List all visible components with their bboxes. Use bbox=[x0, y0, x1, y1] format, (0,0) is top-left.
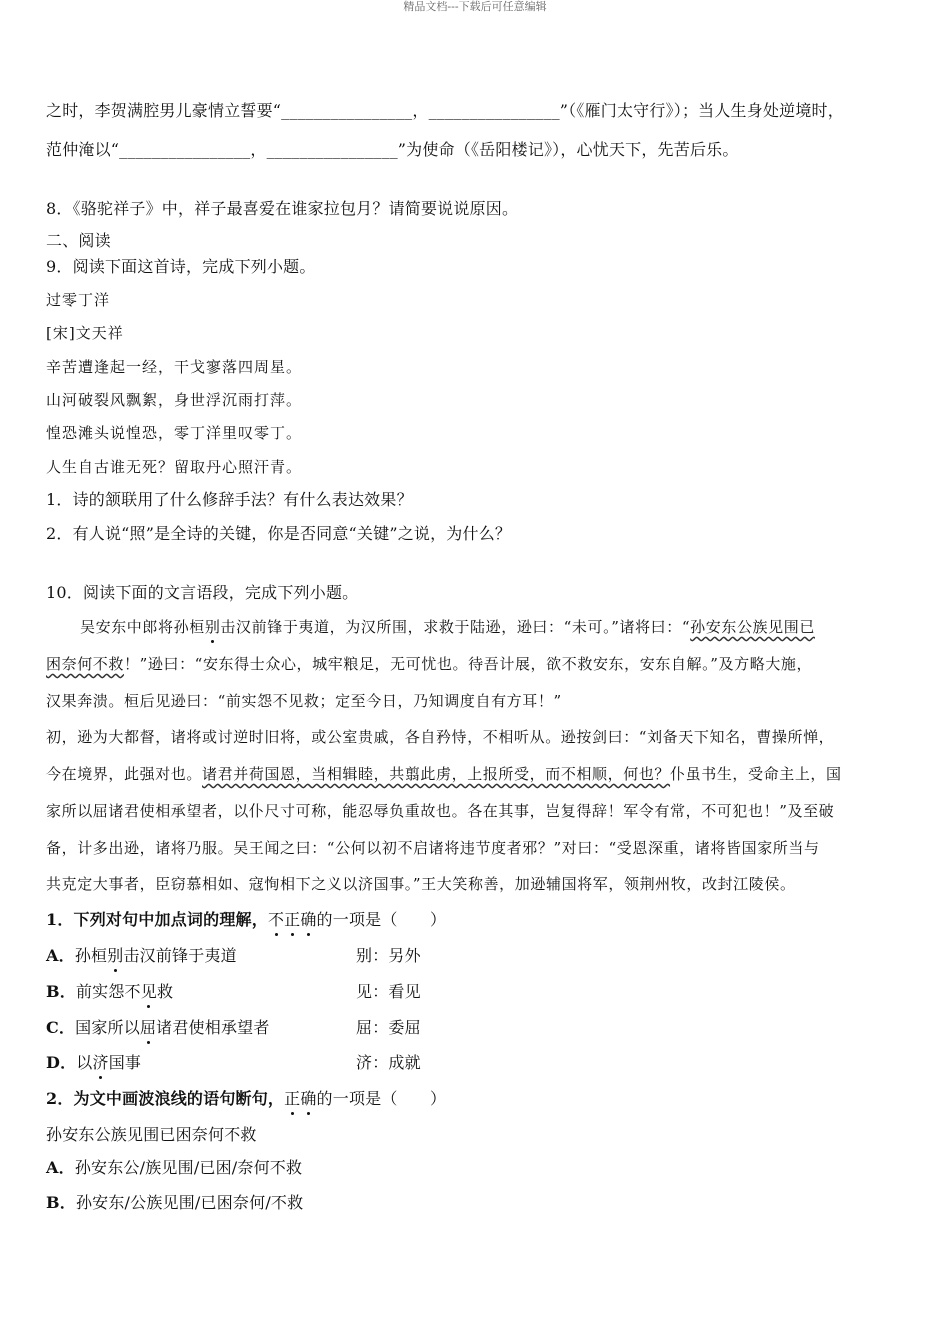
q7-line-2: 范仲淹以“________________，________________”为使命（《岳阳楼记》），心忧天下，先苦后乐。 bbox=[46, 140, 739, 159]
q8-question: 8．《骆驼祥子》中，祥子最喜爱在谁家拉包月？请简要说说原因。 bbox=[46, 199, 519, 218]
poem-line: 惶恐滩头说惶恐，零丁洋里叹零丁。 bbox=[46, 424, 303, 442]
section-heading: 二、阅读 bbox=[46, 231, 111, 250]
emphasis-dot-char: 见 bbox=[140, 982, 157, 1001]
sentence-to-punctuate: 孙安东公族见围已困奈何不救 bbox=[46, 1125, 257, 1144]
q7-line-1: 之时，李贺满腔男儿豪情立誓要“________________，________________”（《雁门太守行》）；当人生身处逆境时， bbox=[46, 101, 844, 120]
wavy-underline-text: 困奈何不救 bbox=[46, 655, 125, 673]
option-c: C．国家所以屈诸君使相承望者 屈：委屈 bbox=[46, 1018, 421, 1037]
emphasis-dot-char: 确 bbox=[300, 910, 317, 929]
q9-sub-question-2: 2．有人说“照”是全诗的关键，你是否同意“关键”之说，为什么？ bbox=[46, 524, 512, 543]
option-d: D．以济国事 济：成就 bbox=[46, 1053, 421, 1072]
q9-stem: 9．阅读下面这首诗，完成下列小题。 bbox=[46, 257, 316, 276]
passage-line: 共克定大事者，臣窃慕相如、寇恂相下之义以济国事。”王大笑称善，加逊辅国将军，领荆州牧，改封江陵侯。 bbox=[46, 875, 796, 893]
option-gloss: 见：看见 bbox=[356, 982, 421, 1001]
q10-sub-question-2: 2．为文中画波浪线的语句断句，正确的一项是（ ） bbox=[46, 1089, 447, 1108]
wavy-underline-text: 孙安东公族见围已 bbox=[690, 618, 815, 636]
passage-line: 初，逊为大都督，诸将或讨逆时旧将，或公室贵戚，各自矜恃，不相听从。逊按剑曰：“刘备天下知名，曹操所惮， bbox=[46, 728, 835, 746]
emphasis-dot-char: 不 bbox=[267, 910, 285, 929]
emphasis-dot-char: 确 bbox=[300, 1089, 317, 1108]
poem-author: [宋]文天祥 bbox=[46, 324, 124, 342]
poem-line: 辛苦遭逢起一经，干戈寥落四周星。 bbox=[46, 358, 303, 376]
emphasis-dot-char: 正 bbox=[284, 1089, 301, 1108]
emphasis-dot-char: 正 bbox=[284, 910, 301, 929]
page-header: 精品文档---下载后可任意编辑 bbox=[403, 0, 547, 13]
q9-sub-question-1: 1．诗的颔联用了什么修辞手法？有什么表达效果？ bbox=[46, 490, 413, 509]
emphasis-dot-char: 屈 bbox=[139, 1018, 157, 1037]
passage-line: 家所以屈诸君使相承望者，以仆尺寸可称，能忍辱负重故也。各在其事，岂复得辞！军令有常，不可犯也！”及至破 bbox=[46, 802, 835, 820]
underlined-sentence: 诸君并荷国恩，当相辑睦，共翦此虏，上报所受，而不相顺，何也？ bbox=[202, 765, 671, 783]
passage-line: 备，计多出逊，诸将乃服。吴王闻之曰：“公何以初不启诸将违节度者邪？”对曰：“受恩深重，诸将皆国家所当与 bbox=[46, 839, 820, 857]
option-a: A．孙安东公/族见围/已困/奈何不救 bbox=[46, 1158, 303, 1177]
passage-line: 困奈何不救！”逊曰：“安东得士众心，城牢粮足，无可忧也。待吾计展，欲不救安东，安东自解。”及方略大施， bbox=[46, 655, 813, 673]
emphasis-dot-char: 别 bbox=[204, 618, 221, 636]
option-a: A．孙桓别击汉前锋于夷道 别：另外 bbox=[46, 946, 421, 965]
option-gloss: 济：成就 bbox=[356, 1053, 421, 1072]
poem-line: 人生自古谁无死？留取丹心照汗青。 bbox=[46, 458, 303, 476]
q10-stem: 10．阅读下面的文言语段，完成下列小题。 bbox=[46, 583, 359, 602]
option-b: B．孙安东/公族见围/已困奈何/不救 bbox=[46, 1193, 304, 1212]
option-gloss: 屈：委屈 bbox=[356, 1018, 421, 1037]
passage-line: 吴安东中郎将孙桓别击汉前锋于夷道，为汉所围，求救于陆逊，逊曰：“未可。”诸将曰：“孙安东公族见围已 bbox=[80, 618, 815, 636]
passage-line: 汉果奔溃。桓后见逊曰：“前实怨不见救；定至今日，乃知调度自有方耳！” bbox=[46, 692, 562, 710]
passage-line: 今在境界，此强对也。诸君并荷国恩，当相辑睦，共翦此虏，上报所受，而不相顺，何也？仆虽书生，受命主上，国 bbox=[46, 765, 842, 783]
emphasis-dot-char: 济 bbox=[92, 1053, 109, 1072]
emphasis-dot-char: 别 bbox=[107, 946, 124, 965]
poem-line: 山河破裂风飘絮，身世浮沉雨打萍。 bbox=[46, 391, 303, 409]
q10-sub-question-1: 1．下列对句中加点词的理解，不正确的一项是（ ） bbox=[46, 910, 447, 929]
poem-title: 过零丁洋 bbox=[46, 291, 111, 309]
option-gloss: 别：另外 bbox=[356, 946, 421, 965]
option-b: B．前实怨不见救 见：看见 bbox=[46, 982, 421, 1001]
